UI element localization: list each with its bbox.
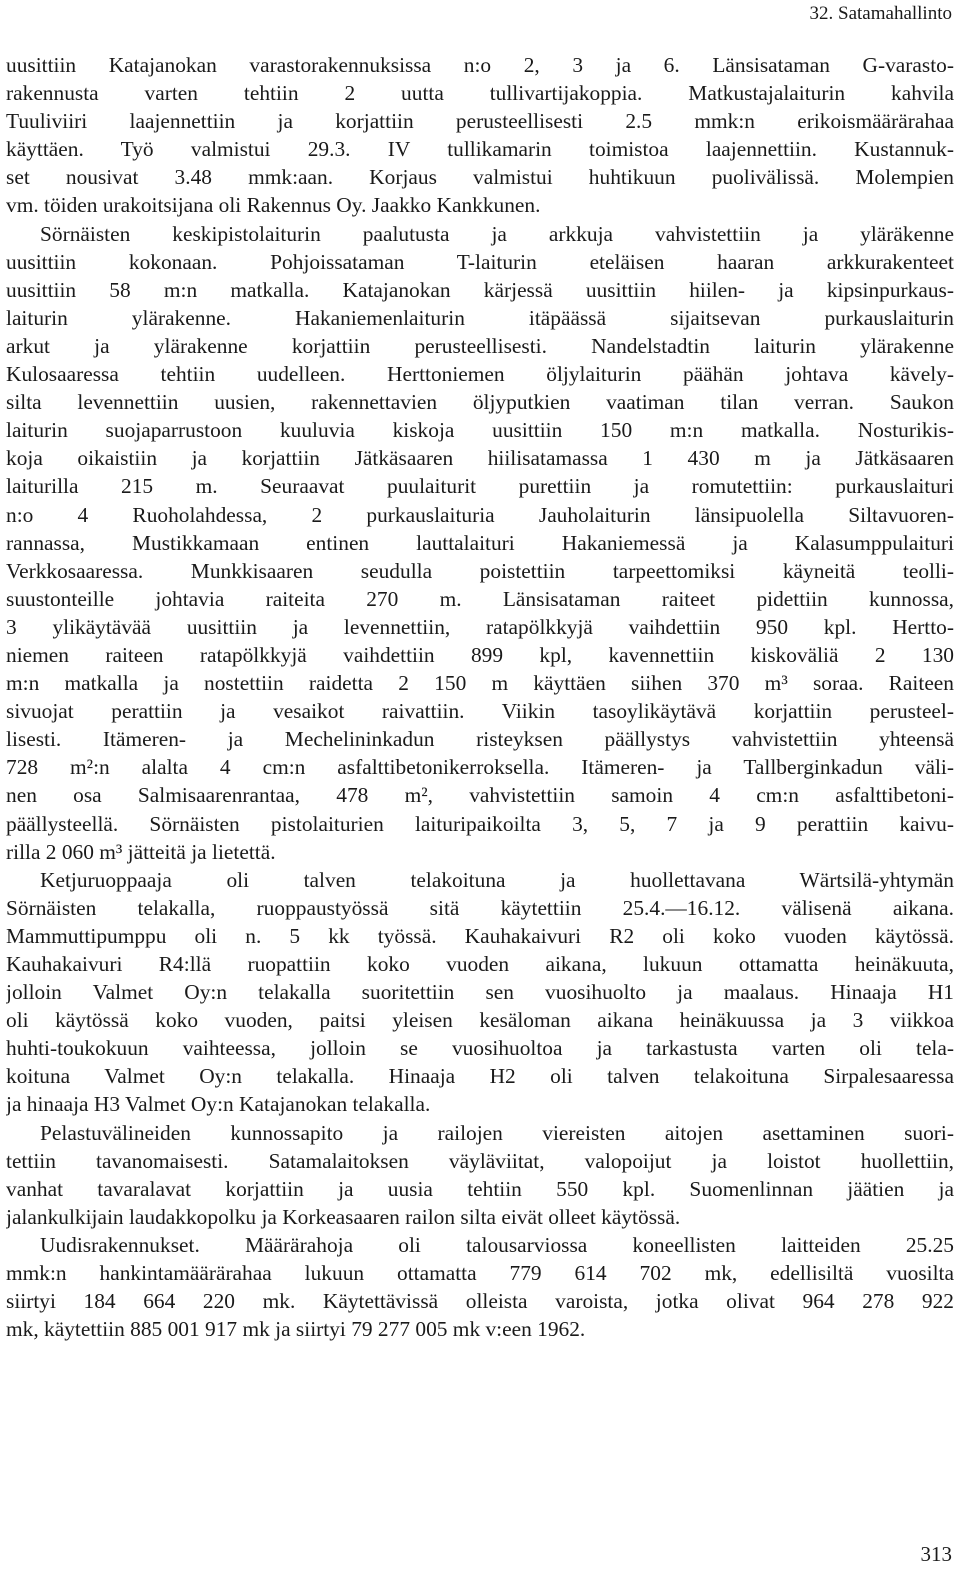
text-line: Ketjuruoppaaja oli talven telakoituna ja huollettavana Wärtsilä-yhtymän xyxy=(40,867,954,892)
text-line: lisesti. Itämeren- ja Mechelininkadun risteyksen päällystys vahvistettiin yhteensä xyxy=(6,727,954,752)
text-line: Kulosaaressa tehtiin uudelleen. Herttoniemen öljylaiturin päähän johtava kävely- xyxy=(6,362,954,387)
text-line: uusittiin Katajanokan varastorakennuksissa n:o 2, 3 ja 6. Länsisataman G-varasto- xyxy=(6,53,954,77)
text-line: ja hinaaja H3 Valmet Oy:n Katajanokan telakalla. xyxy=(6,1092,431,1117)
text-line: uusittiin kokonaan. Pohjoissataman T-laiturin eteläisen haaran arkkurakenteet xyxy=(6,249,954,274)
text-line: uusittiin 58 m:n matkalla. Katajanokan kärjessä uusittiin hiilen- ja kipsinpurkaus- xyxy=(6,277,954,302)
body-text xyxy=(6,51,954,1343)
text-line: laiturin ylärakenne. Hakaniemenlaiturin itäpäässä sijaitsevan purkauslaiturin xyxy=(6,305,954,330)
text-line: n:o 4 Ruoholahdessa, 2 purkauslaituria Jauholaiturin länsipuolella Siltavuoren- xyxy=(6,502,954,527)
text-line: suustonteille johtavia raiteita 270 m. Länsisataman raiteet pidettiin kunnossa, xyxy=(6,586,954,611)
text-line: rakennusta varten tehtiin 2 uutta tullivartijakoppia. Matkustajalaiturin kahvila xyxy=(6,81,954,106)
text-line: laiturilla 215 m. Seuraavat puulaiturit purettiin ja romutettiin: purkauslaituri xyxy=(6,474,954,499)
text-line: Verkkosaaressa. Munkkisaaren seudulla poistettiin tarpeettomiksi käyneitä teolli- xyxy=(6,558,954,583)
text-line: Uudisrakennukset. Määrärahoja oli talousarviossa koneellisten laitteiden 25.25 xyxy=(40,1232,954,1257)
text-line: oli käytössä koko vuoden, paitsi yleisen kesäloman aikana heinäkuussa ja 3 viikkoa xyxy=(6,1008,954,1033)
text-line: arkut ja ylärakenne korjattiin perusteellisesti. Nandelstadtin laiturin ylärakenne xyxy=(6,333,954,358)
text-line: Sörnäisten telakalla, ruoppaustyössä sitä käytettiin 25.4.—16.12. välisenä aikana. xyxy=(6,895,954,920)
text-line: rannassa, Mustikkamaan entinen lauttalaituri Hakaniemessä ja Kalasumppulaituri xyxy=(6,530,954,555)
text-line: mk, käytettiin 885 001 917 mk ja siirtyi 79 277 005 mk v:een 1962. xyxy=(6,1317,586,1342)
text-line: tettiin tavanomaisesti. Satamalaitoksen väyläviitat, valopoijut ja loistot huollettiin, xyxy=(6,1148,954,1173)
text-line: sivuojat perattiin ja vesaikot raivattiin. Viikin tasoylikäytävä korjattiin perusteel- xyxy=(6,699,954,724)
page-number: 313 xyxy=(920,1542,952,1566)
text-line: huhti-toukokuun vaihteessa, jolloin se vuosihuoltoa ja tarkastusta varten oli tela- xyxy=(6,1036,954,1061)
text-line: mmk:n hankintamäärärahaa lukuun ottamatta 779 614 702 mk, edellisiltä vuosilta xyxy=(6,1261,954,1286)
text-line: siirtyi 184 664 220 mk. Käytettävissä olleista varoista, jotka olivat 964 278 922 xyxy=(6,1289,954,1314)
text-line: 3 ylikäytävää uusittiin ja levennettiin, ratapölkkyjä vaihdettiin 950 kpl. Hertto- xyxy=(6,614,954,639)
text-line: päällysteellä. Sörnäisten pistolaiturien laituripaikoilta 3, 5, 7 ja 9 perattiin kaivu- xyxy=(6,811,954,836)
text-line: silta levennettiin uusien, rakennettavien öljyputkien vaatiman tilan verran. Saukon xyxy=(6,390,954,415)
text-line: Mammuttipumppu oli n. 5 kk työssä. Kauhakaivuri R2 oli koko vuoden käytössä. xyxy=(6,923,954,948)
text-line: laiturin suojaparrustoon kuuluvia kiskoja uusittiin 150 m:n matkalla. Nosturikis- xyxy=(6,418,954,443)
text-line: Tuuliviiri laajennettiin ja korjattiin perusteellisesti 2.5 mmk:n erikoismäärärahaa xyxy=(6,109,954,134)
text-line: jolloin Valmet Oy:n telakalla suoritettiin sen vuosihuolto ja maalaus. Hinaaja H1 xyxy=(6,980,954,1005)
text-line: käyttäen. Työ valmistui 29.3. IV tullikamarin toimistoa laajennettiin. Kustannuk- xyxy=(6,137,954,162)
text-line: koja oikaistiin ja korjattiin Jätkäsaaren hiilisatamassa 1 430 m ja Jätkäsaaren xyxy=(6,446,954,471)
text-line: Sörnäisten keskipistolaiturin paalutusta ja arkkuja vahvistettiin ja yläräkenne xyxy=(40,221,954,246)
text-line: koituna Valmet Oy:n telakalla. Hinaaja H2 oli talven telakoituna Sirpalesaaressa xyxy=(6,1064,954,1089)
text-line: niemen raiteen ratapölkkyjä vaihdettiin 899 kpl, kavennettiin kiskoväliä 2 130 xyxy=(6,642,954,667)
text-line: m:n matkalla ja nostettiin raidetta 2 150 m käyttäen siihen 370 m³ soraa. Raiteen xyxy=(6,671,954,696)
text-line: rilla 2 060 m³ jätteitä ja lietettä. xyxy=(6,839,276,864)
text-line: Pelastuvälineiden kunnossapito ja railojen viereisten aitojen asettaminen suori- xyxy=(40,1120,954,1145)
running-header: 32. Satamahallinto xyxy=(809,3,952,24)
text-line: Kauhakaivuri R4:llä ruopattiin koko vuoden aikana, lukuun ottamatta heinäkuuta, xyxy=(6,952,954,976)
text-line: 728 m²:n alalta 4 cm:n asfalttibetonikerroksella. Itämeren- ja Tallberginkadun väli- xyxy=(6,755,954,780)
text-line: nen osa Salmisaarenrantaa, 478 m², vahvistettiin samoin 4 cm:n asfalttibetoni- xyxy=(6,783,954,808)
text-line: vm. töiden urakoitsijana oli Rakennus Oy. Jaakko Kankkunen. xyxy=(6,193,541,218)
text-line: set nousivat 3.48 mmk:aan. Korjaus valmistui huhtikuun puolivälissä. Molempien xyxy=(6,165,954,190)
text-line: jalankulkijain laudakkopolku ja Korkeasaaren railon silta eivät olleet käytössä. xyxy=(6,1204,681,1229)
text-line: vanhat tavaralavat korjattiin ja uusia tehtiin 550 kpl. Suomenlinnan jäätien ja xyxy=(6,1176,954,1201)
